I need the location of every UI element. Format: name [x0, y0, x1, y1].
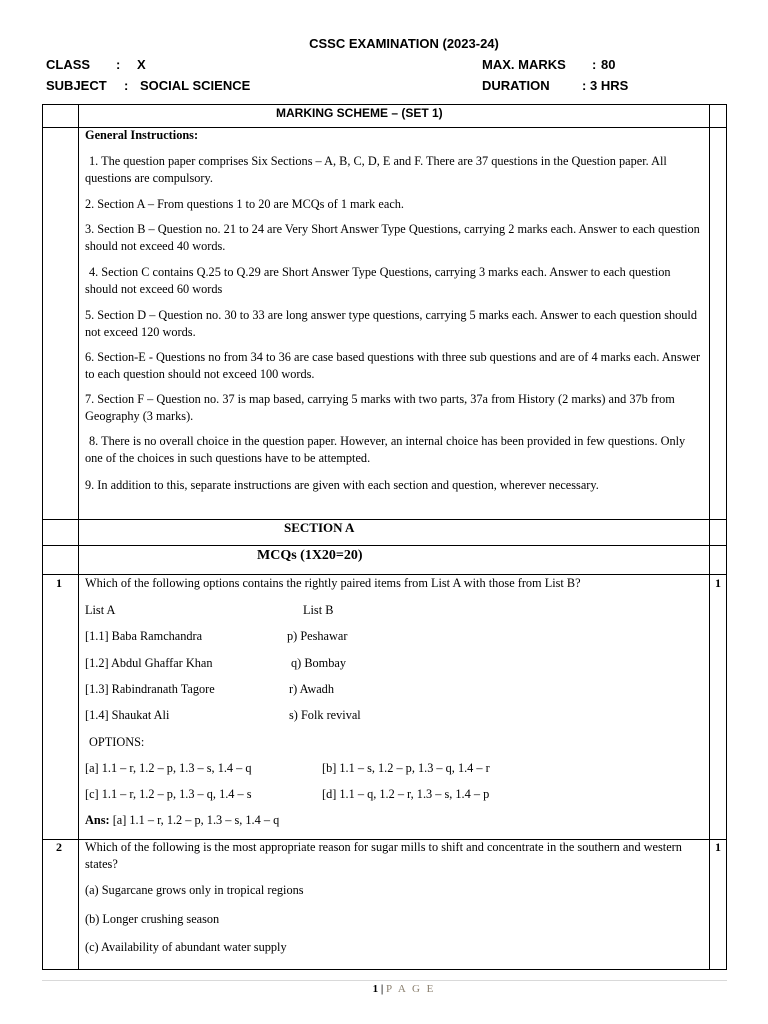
option-a: [a] 1.1 – r, 1.2 – p, 1.3 – s, 1.4 – q — [85, 761, 252, 775]
option-d: [d] 1.1 – q, 1.2 – r, 1.3 – s, 1.4 – p — [322, 787, 490, 801]
subject-label: SUBJECT — [46, 78, 107, 93]
duration-colon: : — [582, 78, 587, 93]
list-b-item: q) Bombay — [291, 656, 346, 670]
list-b-item: r) Awadh — [289, 682, 334, 696]
list-b-item: s) Folk revival — [289, 708, 361, 722]
max-marks-colon: : — [592, 57, 597, 72]
option-b: (b) Longer crushing season — [85, 912, 220, 926]
list-a-item: [1.2] Abdul Ghaffar Khan — [85, 656, 213, 670]
question-text: Which of the following is the most appropriate reason for sugar mills to shift and concentrate in the southern and western states? — [85, 840, 682, 871]
instruction-item: 7. Section F – Question no. 37 is map based, carrying 5 marks with two parts, 37a from History (2 marks) and 37b from Geography (3 marks). — [85, 392, 675, 423]
duration-value: 3 HRS — [590, 78, 629, 93]
max-marks-label: MAX. MARKS — [482, 57, 566, 72]
list-a-item: [1.3] Rabindranath Tagore — [85, 682, 215, 696]
list-a-item: [1.4] Shaukat Ali — [85, 708, 170, 722]
question-text: Which of the following options contains the rightly paired items from List A with those from List B? — [85, 576, 581, 590]
instruction-item: 2. Section A – From questions 1 to 20 are MCQs of 1 mark each. — [85, 197, 404, 211]
section-a-subtitle: MCQs (1X20=20) — [257, 548, 363, 563]
page-separator: | — [380, 983, 384, 995]
list-a-heading: List A — [85, 603, 116, 617]
duration-label: DURATION — [482, 78, 550, 93]
option-a: (a) Sugarcane grows only in tropical regions — [85, 883, 304, 897]
question-number: 2 — [56, 840, 62, 854]
exam-title: CSSC EXAMINATION (2023-24) — [309, 36, 499, 51]
class-colon: : — [116, 57, 121, 72]
instruction-item: 1. The question paper comprises Six Sections – A, B, C, D, E and F. There are 37 questions in the Question paper. All questions are compulsory. — [85, 154, 667, 185]
instruction-item: 8. There is no overall choice in the question paper. However, an internal choice has been provided in few questions. Only one of the choices in such questions have to be attempted. — [85, 434, 686, 465]
question-number: 1 — [56, 576, 62, 590]
row-divider — [43, 545, 726, 546]
instruction-item: 9. In addition to this, separate instructions are given with each section and question, wherever necessary. — [85, 478, 599, 492]
instruction-item: 4. Section C contains Q.25 to Q.29 are Short Answer Type Questions, carrying 3 marks each. Answer to each question should not exceed 60 words — [85, 265, 671, 296]
row-divider — [43, 519, 726, 520]
general-instructions-heading: General Instructions: — [85, 128, 199, 142]
footer-divider — [42, 980, 727, 981]
subject-value: SOCIAL SCIENCE — [140, 78, 251, 93]
list-a-item: [1.1] Baba Ramchandra — [85, 629, 203, 643]
class-value: X — [137, 57, 146, 72]
option-b: [b] 1.1 – s, 1.2 – p, 1.3 – q, 1.4 – r — [322, 761, 490, 775]
page-word: P A G E — [386, 983, 436, 995]
answer-text: [a] 1.1 – r, 1.2 – p, 1.3 – s, 1.4 – q — [112, 813, 280, 827]
max-marks-value: 80 — [601, 57, 616, 72]
instruction-item: 3. Section B – Question no. 21 to 24 are Very Short Answer Type Questions, carrying 2 marks each. Answer to each question should not exceed 40 words. — [85, 222, 700, 253]
list-b-item: p) Peshawar — [287, 629, 348, 643]
section-a-title: SECTION A — [284, 520, 355, 535]
question-mark: 1 — [715, 576, 721, 590]
list-b-heading: List B — [303, 603, 334, 617]
option-c: (c) Availability of abundant water supply — [85, 940, 287, 954]
options-label: OPTIONS: — [89, 735, 145, 749]
class-label: CLASS — [46, 57, 91, 72]
instruction-item: 6. Section-E - Questions no from 34 to 36 are case based questions with three sub questions and are of 4 marks each. Answer to each question should not exceed 100 words. — [85, 350, 701, 381]
option-c: [c] 1.1 – r, 1.2 – p, 1.3 – q, 1.4 – s — [85, 787, 252, 801]
page-number: 1 — [372, 983, 379, 995]
page-footer — [0, 983, 768, 995]
instruction-item: 5. Section D – Question no. 30 to 33 are long answer type questions, carrying 5 marks each. Answer to each question should not exceed 120 words. — [85, 308, 697, 339]
answer-line — [85, 812, 279, 829]
subject-colon: : — [124, 78, 129, 93]
question-mark: 1 — [715, 840, 721, 854]
marking-scheme-title: MARKING SCHEME – (SET 1) — [276, 106, 443, 120]
answer-label: Ans: — [85, 813, 110, 827]
